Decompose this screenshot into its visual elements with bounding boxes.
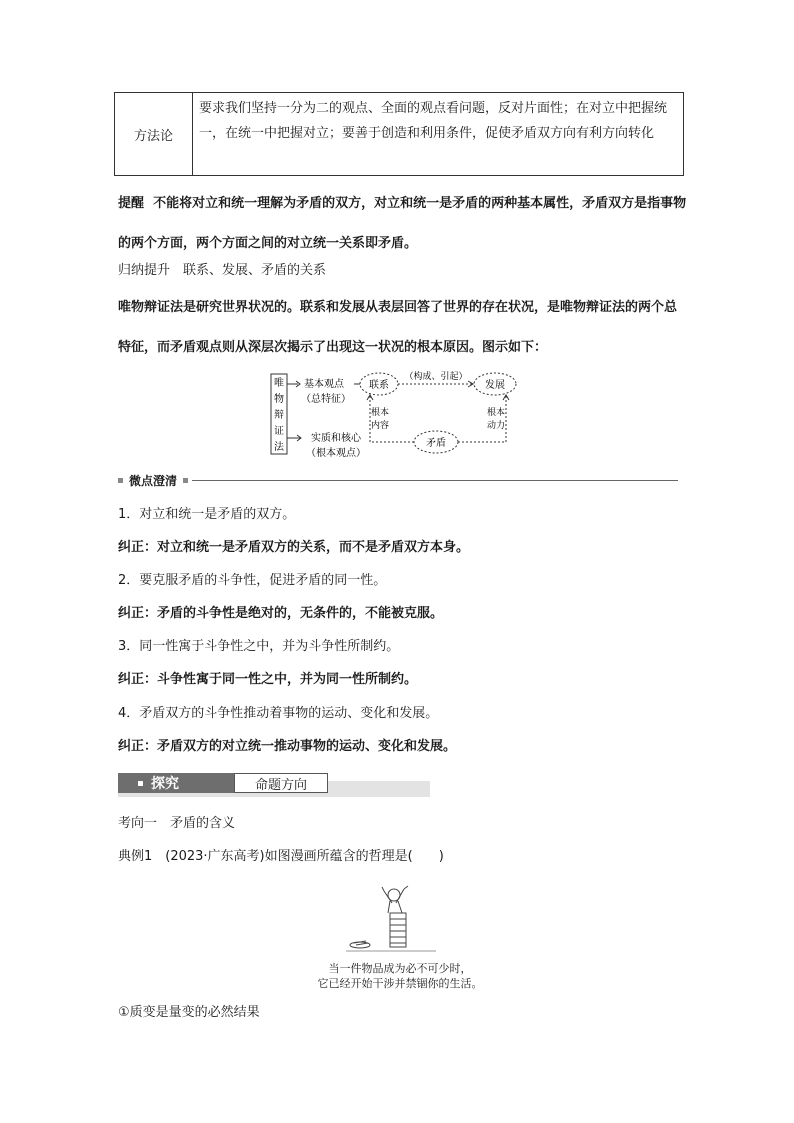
method-label: 方法论 <box>115 93 193 175</box>
clarify-claim-3: 3．同一性寓于斗争性之中，并为斗争性所制约。 <box>118 639 400 654</box>
compose-label: （构成、引起） <box>404 372 468 382</box>
option-1: ①质变是量变的必然结果 <box>118 1005 260 1020</box>
direction-label: 命题方向 <box>234 773 328 793</box>
summary-heading: 归纳提升 联系、发展、矛盾的关系 <box>118 263 327 278</box>
clarify-correction-2: 纠正：矛盾的斗争性是绝对的，无条件的，不能被克服。 <box>118 606 444 621</box>
contradiction-label: 矛盾 <box>426 438 446 449</box>
general-feature-label: （总特征） <box>301 394 351 405</box>
example-heading: 典例1 (2023·广东高考)如图漫画所蕴含的哲理是( ) <box>118 849 444 864</box>
cartoon-caption-line-2: 它已经开始干涉并禁锢你的生活。 <box>317 977 483 990</box>
link-label: 联系 <box>369 380 389 391</box>
bullet-square-icon <box>138 781 143 786</box>
bullet-square-icon <box>183 478 188 483</box>
clarify-correction-1: 纠正：对立和统一是矛盾双方的关系，而不是矛盾双方本身。 <box>118 540 470 555</box>
clarify-heading <box>118 473 678 487</box>
summary-text: 唯物辩证法是研究世界状况的。联系和发展从表层回答了世界的存在状况，是唯物辩证法的两个总特征，而矛盾观点则从深层次揭示了出现这一状况的根本原因。图示如下： <box>118 300 678 355</box>
tip-label: 提醒 <box>118 196 145 211</box>
method-text: 要求我们坚持一分为二的观点、全面的观点看问题，反对片面性；在对立中把握统一，在统一中把握对立；要善于创造和利用条件，促使矛盾双方向有利方向转化 <box>199 101 668 141</box>
left-char-0: 唯 <box>274 378 284 389</box>
cartoon-illustration <box>346 883 436 955</box>
cartoon-caption-line-1: 当一件物品成为必不可少时， <box>328 962 472 975</box>
tip-paragraph <box>118 184 688 264</box>
relationship-diagram <box>270 366 530 462</box>
root-power-1: 根本 <box>486 408 506 418</box>
essence-label: 实质和核心 <box>311 433 361 444</box>
contradiction-to-link <box>370 396 414 442</box>
left-char-2: 辩 <box>274 410 284 421</box>
root-content-2: 内容 <box>370 421 390 431</box>
development-label: 发展 <box>485 380 505 391</box>
contradiction-to-development <box>458 396 506 442</box>
clarify-correction-3: 纠正：斗争性寓于同一性之中，并为同一性所制约。 <box>118 672 418 687</box>
left-char-4: 法 <box>274 442 284 453</box>
explore-label: 探究 <box>151 776 179 792</box>
explore-label-box <box>118 773 234 793</box>
root-content-1: 根本 <box>370 408 390 418</box>
cup-stack-icon <box>390 913 406 947</box>
root-view-label: （根本观点） <box>306 448 366 459</box>
divider <box>192 480 678 481</box>
explore-banner <box>118 773 430 797</box>
clarify-claim-1: 1．对立和统一是矛盾的双方。 <box>118 507 296 522</box>
method-table <box>114 92 684 176</box>
banner-shade-bottom <box>118 793 430 797</box>
left-char-1: 物 <box>274 394 284 405</box>
direction-heading: 考向一 矛盾的含义 <box>118 816 236 831</box>
clarify-claim-4: 4．矛盾双方的斗争性推动着事物的运动、变化和发展。 <box>118 706 439 721</box>
left-char-3: 证 <box>274 426 284 437</box>
clarify-title: 微点澄清 <box>129 473 178 488</box>
basic-view-label: 基本观点 <box>304 379 344 390</box>
tip-text: 不能将对立和统一理解为矛盾的双方，对立和统一是矛盾的两种基本属性，矛盾双方是指事物的两个方面，两个方面之间的对立统一关系即矛盾。 <box>118 196 687 251</box>
bullet-square-icon <box>118 478 123 483</box>
clarify-correction-4: 纠正：矛盾双方的对立统一推动事物的运动、变化和发展。 <box>118 739 457 754</box>
root-power-2: 动力 <box>486 421 506 431</box>
clarify-claim-2: 2．要克服矛盾的斗争性，促进矛盾的同一性。 <box>118 573 387 588</box>
